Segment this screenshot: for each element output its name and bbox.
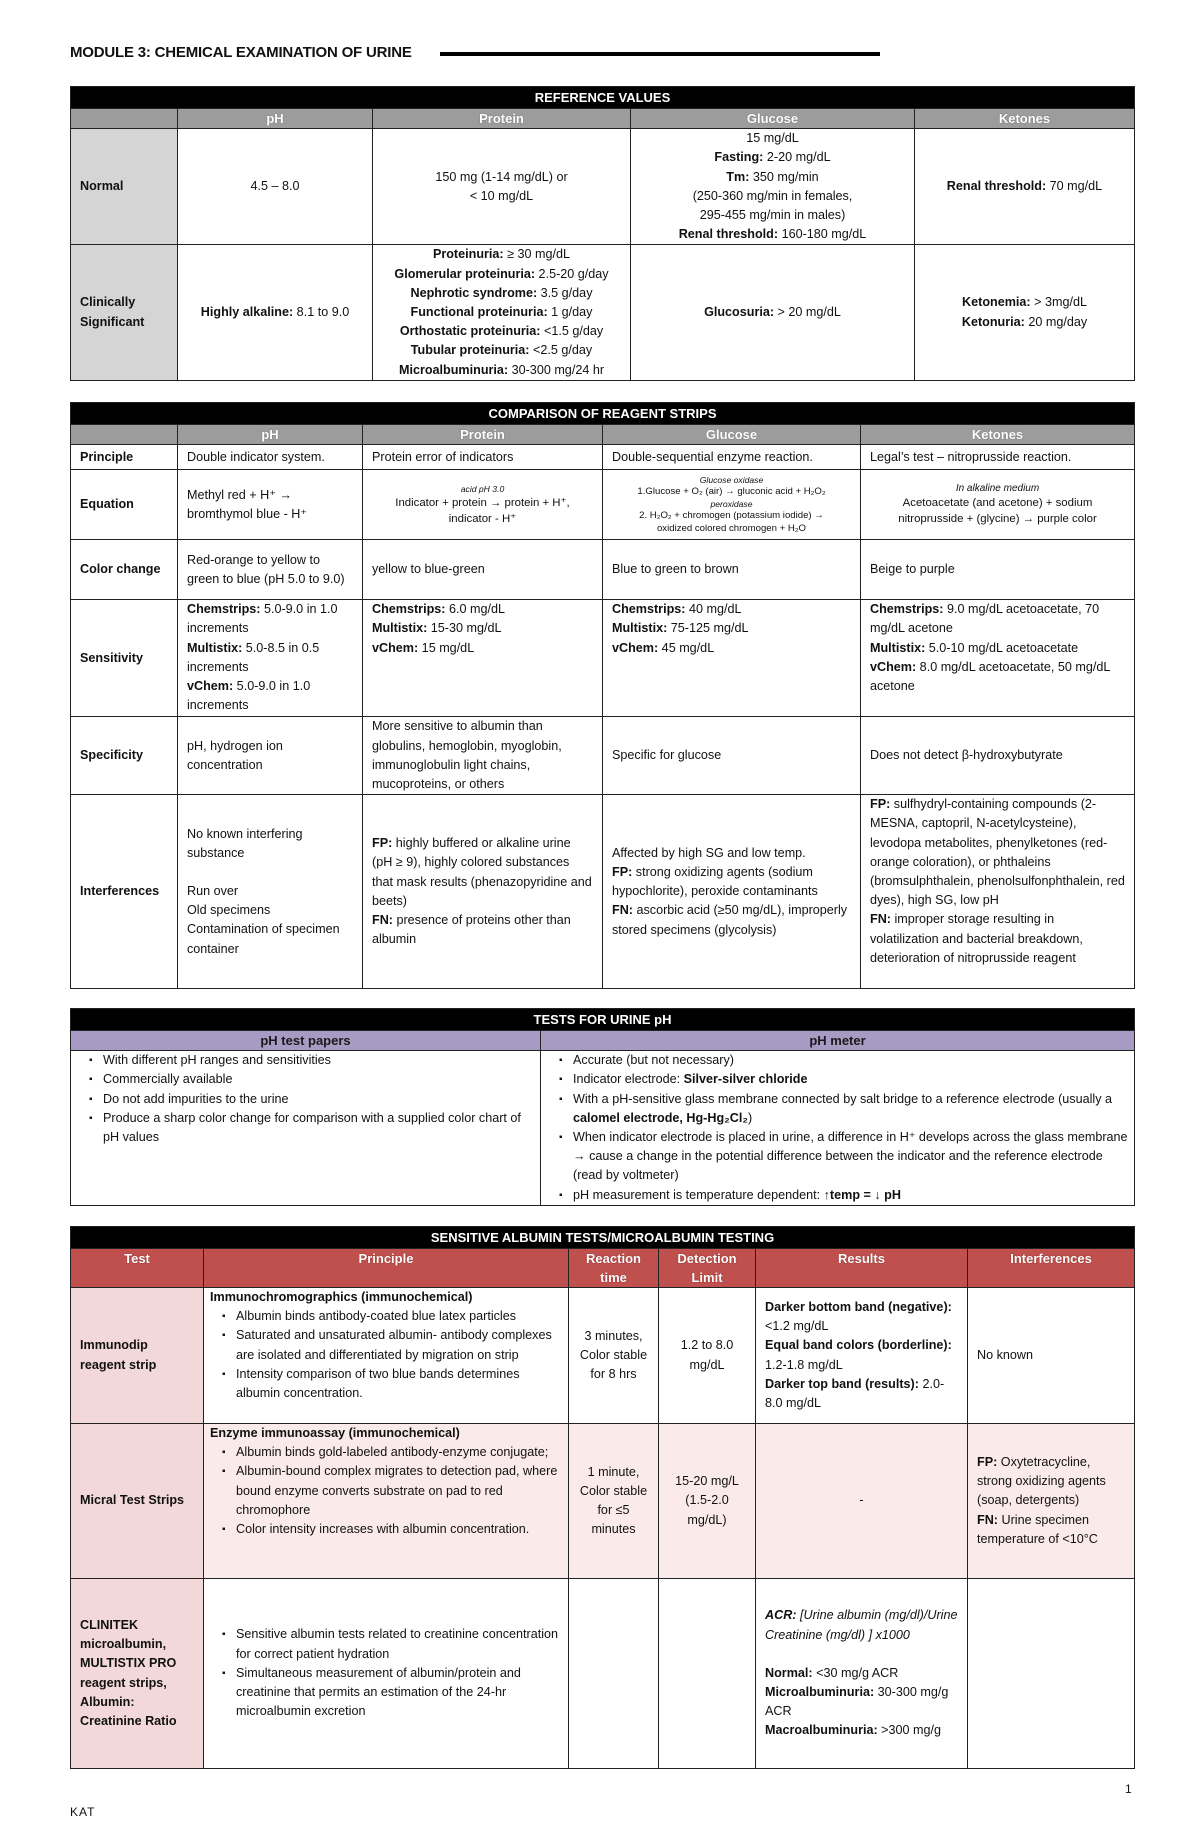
color-change-glucose: Blue to green to brown: [603, 540, 861, 600]
normal-glucose-fasting: [640, 148, 905, 167]
normal-row: [71, 129, 1135, 245]
urine-ph-body-row: [71, 1051, 1135, 1206]
protein-item-label: Tubular proteinuria:: [410, 343, 530, 358]
list-item: ▪ When indicator electrode is placed in urine, a difference in H⁺ develops across the glass membrane → cause a change in the potential difference between the indicator and the reference electrode (read by voltmeter): [553, 1128, 1128, 1186]
equation-protein-line2: indicator - H⁺: [448, 512, 517, 525]
row-label-sensitivity: Sensitivity: [71, 600, 178, 717]
meter-3-post: ): [747, 1110, 753, 1125]
multistix-label: Multistix:: [187, 640, 243, 655]
ketonuria-label: Ketonuria:: [961, 314, 1025, 329]
interferences-ketones: [861, 795, 1135, 989]
sensitivity-value: 5.0-9.0 in 1.0 increments: [187, 679, 311, 713]
list-item: [553, 1070, 1128, 1089]
immunodip-principle: [204, 1288, 569, 1424]
list-item: ▪ Produce a sharp color change for comparison with a supplied color chart of pH values: [83, 1109, 534, 1147]
specificity-ph: pH, hydrogen ion concentration: [178, 717, 363, 795]
ph-meter-cell: [541, 1051, 1135, 1206]
equation-glucose-line2: 2. H₂O₂ + chromogen (potassium iodide) →: [639, 510, 824, 522]
acr-value: [Urine albumin (mg/dl)/Urine Creatinine (mg/dl) ] x1000: [765, 1608, 958, 1642]
sensitivity-entry: [372, 639, 593, 658]
urine-ph-caption: TESTS FOR URINE pH: [71, 1009, 1135, 1031]
list-item: ▪ Albumin binds gold-labeled antibody-enzyme conjugate;: [216, 1443, 562, 1462]
micral-reaction-time: 1 minute, Color stable for ≤5 minutes: [569, 1424, 659, 1579]
equation-ph-line2: bromthymol blue - H⁺: [187, 506, 308, 521]
immunodip-reaction-time: 3 minutes, Color stable for 8 hrs: [569, 1288, 659, 1424]
fp-label: FP:: [870, 797, 891, 812]
equation-ph: [178, 470, 363, 540]
ketones-renal-value: 70 mg/dL: [1046, 179, 1103, 194]
normal-glucose-renal: [640, 225, 905, 244]
albumin-tests-section: [70, 1226, 1134, 1769]
ketones-fp: [870, 795, 1125, 910]
list-item: ▪ Sensitive albumin tests related to creatinine concentration for correct patient hydration: [216, 1625, 562, 1663]
vchem-label: vChem:: [612, 640, 659, 655]
row-label-normal: Normal: [71, 129, 178, 245]
list-item: ▪ Do not add impurities to the urine: [83, 1090, 534, 1109]
glucosuria-label: Glucosuria:: [704, 305, 775, 320]
protein-item: [382, 361, 621, 380]
renal-threshold-value: 160-180 mg/dL: [778, 227, 867, 242]
renal-threshold-label: Renal threshold:: [678, 227, 779, 242]
specificity-row: [71, 717, 1135, 795]
protein-item: [382, 265, 621, 284]
meter-2-bold: Silver-silver chloride: [683, 1072, 808, 1087]
ketonemia-value: > 3mg/dL: [1030, 295, 1087, 310]
interferences-glucose: [603, 795, 861, 989]
col-header-glucose: Glucose: [631, 109, 915, 129]
col-header-protein: Protein: [363, 425, 603, 445]
microalbuminuria-value: 30-300 mg/g ACR: [765, 1685, 949, 1719]
sensitivity-entry: [612, 600, 851, 619]
result-value: 1.2-1.8 mg/dL: [765, 1357, 843, 1372]
page-header: [70, 42, 880, 66]
header-blank: [71, 109, 178, 129]
protein-item: [382, 303, 621, 322]
ph-meter-list: [547, 1051, 1128, 1205]
equation-glucose-line1: 1.Glucose + O₂ (air) → gluconic acid + H₂O₂: [637, 485, 826, 497]
interferences-glucose-line1: Affected by high SG and low temp.: [612, 845, 806, 860]
fasting-value: 2-20 mg/dL: [763, 150, 831, 165]
col-header-ph: pH: [178, 109, 373, 129]
chemstrips-label: Chemstrips:: [612, 602, 686, 617]
fn-value: presence of proteins other than albumin: [372, 912, 571, 947]
footer-initials: KAT: [70, 1805, 96, 1819]
sensitivity-value: 5.0-9.0 in 1.0 increments: [187, 602, 338, 636]
list-item: ▪ Saturated and unsaturated albumin- antibody complexes are isolated and differentiated by migration on strip: [216, 1326, 562, 1364]
equation-glucose-note2: peroxidase: [710, 499, 753, 510]
list-item: ▪ Intensity comparison of two blue bands determines albumin concentration.: [216, 1365, 562, 1403]
clinitek-principle-list: [210, 1625, 562, 1721]
acr-formula: [765, 1606, 958, 1644]
fn-label: FN:: [612, 903, 633, 918]
result-negative: [765, 1298, 958, 1336]
protein-item-value: 1 g/day: [547, 305, 593, 320]
clinitek-results: [756, 1579, 968, 1769]
list-item: ▪ Accurate (but not necessary): [553, 1051, 1128, 1070]
protein-item-value: <1.5 g/day: [540, 324, 604, 339]
equation-ketones-line2: nitroprusside + (glycine) → purple color: [898, 512, 1097, 525]
immunodip-principle-list: [210, 1307, 562, 1403]
normal-protein: [373, 129, 631, 245]
module-title: MODULE 3: CHEMICAL EXAMINATION OF URINE: [70, 44, 412, 61]
immunodip-detection-limit: 1.2 to 8.0 mg/dL: [659, 1288, 756, 1424]
urine-ph-table: [70, 1008, 1135, 1206]
interferences-ph: [178, 795, 363, 989]
list-item: [553, 1186, 1128, 1205]
micral-fp: [977, 1453, 1125, 1511]
sensitivity-value: 40 mg/dL: [685, 602, 742, 617]
col-header-ph-papers: pH test papers: [71, 1031, 541, 1051]
immunodip-row: [71, 1288, 1135, 1424]
fp-label: FP:: [372, 836, 393, 851]
vchem-label: vChem:: [870, 659, 917, 674]
acr-normal: [765, 1664, 958, 1683]
meter-3-text: With a pH-sensitive glass membrane connected by salt bridge to a reference electrode (usually a: [573, 1091, 1113, 1106]
clinitek-interferences: [968, 1579, 1135, 1769]
list-item: ▪ Simultaneous measurement of albumin/protein and creatinine that permits an estimation of the 24-hr microalbumin excretion: [216, 1664, 562, 1722]
row-label-principle: Principle: [71, 445, 178, 470]
normal-glucose-line1: 15 mg/dL: [746, 131, 799, 146]
sensitivity-value: 5.0-8.5 in 0.5 increments: [187, 640, 320, 674]
micral-interferences: [968, 1424, 1135, 1579]
albumin-tests-header-row: [71, 1249, 1135, 1288]
principle-protein: Protein error of indicators: [363, 445, 603, 470]
sensitivity-entry: [612, 639, 851, 658]
equation-protein-line1: Indicator + protein → protein + H⁺,: [395, 496, 570, 509]
clinitek-reaction-time: [569, 1579, 659, 1769]
immunodip-interferences: No known: [968, 1288, 1135, 1424]
sensitivity-entry: [187, 600, 353, 638]
col-header-protein: Protein: [373, 109, 631, 129]
page-number: 1: [1125, 1782, 1132, 1796]
spacer: [187, 863, 353, 882]
result-label: Equal band colors (borderline):: [765, 1338, 952, 1353]
reference-values-section: [70, 86, 1134, 381]
acr-label: ACR:: [765, 1608, 797, 1623]
sensitivity-entry: [870, 600, 1125, 638]
interferences-row: [71, 795, 1135, 989]
reagent-strips-table: [70, 402, 1135, 989]
ph-papers-cell: [71, 1051, 541, 1206]
normal-glucose: [631, 129, 915, 245]
list-item: ▪ Color intensity increases with albumin concentration.: [216, 1520, 562, 1539]
fp-value: Oxytetracycline, strong oxidizing agents (soap, detergents): [977, 1454, 1106, 1508]
acr-microalbuminuria: [765, 1683, 958, 1721]
equation-glucose-line3: oxidized colored chromogen + H₂O: [656, 523, 807, 534]
meter-5-bold: ↑temp = ↓ pH: [823, 1187, 901, 1202]
col-header-results: Results: [756, 1249, 968, 1288]
fp-label: FP:: [612, 864, 633, 879]
result-positive: [765, 1375, 958, 1413]
glucose-fp: [612, 863, 851, 901]
fp-value: sulfhydryl-containing compounds (2-MESNA, captopril, N-acetylcysteine), levodopa metabolites, phenylketones (red-orange coloration), or phthaleins (bromsulphthalein, phenolsulfonphthalein, red dyes), high SG, low pH: [870, 797, 1125, 908]
ketonemia: [924, 293, 1125, 312]
sensitivity-entry: [612, 619, 851, 638]
sensitivity-ph: [178, 600, 363, 717]
reference-values-caption: REFERENCE VALUES: [71, 87, 1135, 109]
meter-3-bold: calomel electrode, Hg-Hg₂Cl₂: [573, 1110, 748, 1125]
sensitivity-value: 6.0 mg/dL: [445, 602, 505, 617]
micral-principle: [204, 1424, 569, 1579]
protein-item-value: 30-300 mg/24 hr: [508, 362, 605, 377]
normal-glucose-tm: [640, 168, 905, 187]
sensitivity-value: 15-30 mg/dL: [427, 621, 502, 636]
col-header-reaction-time: Reaction time: [569, 1249, 659, 1288]
glucose-fn: [612, 901, 851, 939]
fn-value: ascorbic acid (≥50 mg/dL), improperly stored specimens (glycolysis): [612, 903, 848, 937]
micral-detection-limit: 15-20 mg/L (1.5-2.0 mg/dL): [659, 1424, 756, 1579]
vchem-label: vChem:: [187, 679, 234, 694]
sensitivity-value: 9.0 mg/dL acetoacetate, 70 mg/dL acetone: [870, 602, 1100, 636]
sensitivity-value: 5.0-10 mg/dL acetoacetate: [925, 640, 1079, 655]
result-value: 2.0-8.0 mg/dL: [765, 1376, 945, 1410]
principle-ph: Double indicator system.: [178, 445, 363, 470]
color-change-protein: yellow to blue-green: [363, 540, 603, 600]
normal-ph: 4.5 – 8.0: [178, 129, 373, 245]
fasting-label: Fasting:: [714, 150, 764, 165]
principle-glucose: Double-sequential enzyme reaction.: [603, 445, 861, 470]
color-change-ketones: Beige to purple: [861, 540, 1135, 600]
reference-values-header-row: [71, 109, 1135, 129]
equation-protein: [363, 470, 603, 540]
normal-value: <30 mg/g ACR: [812, 1665, 899, 1680]
protein-item-label: Functional proteinuria:: [410, 305, 548, 320]
ph-papers-list: [77, 1051, 534, 1147]
spacer: [765, 1645, 958, 1664]
sensitivity-value: 8.0 mg/dL acetoacetate, 50 mg/dL acetone: [870, 659, 1110, 694]
multistix-label: Multistix:: [870, 640, 926, 655]
highly-alkaline-label: Highly alkaline:: [200, 305, 294, 320]
ketones-renal-label: Renal threshold:: [946, 179, 1047, 194]
clinitek-detection-limit: [659, 1579, 756, 1769]
sensitivity-value: 45 mg/dL: [658, 640, 715, 655]
sensitivity-protein: [363, 600, 603, 717]
interferences-ph-line2: Run over: [187, 884, 239, 898]
chemstrips-label: Chemstrips:: [187, 602, 261, 617]
macroalbuminuria-label: Macroalbuminuria:: [765, 1723, 878, 1738]
ketonuria: [924, 313, 1125, 332]
micral-test: Micral Test Strips: [71, 1424, 204, 1579]
normal-protein-line1: 150 mg (1-14 mg/dL) or: [435, 169, 568, 184]
sensitivity-glucose: [603, 600, 861, 717]
list-item: [553, 1090, 1128, 1128]
clinical-ph: [178, 245, 373, 380]
col-header-ketones: Ketones: [861, 425, 1135, 445]
result-borderline: [765, 1336, 958, 1374]
sensitivity-entry: [187, 677, 353, 715]
col-header-ph-meter: pH meter: [541, 1031, 1135, 1051]
col-header-interferences: Interferences: [968, 1249, 1135, 1288]
vchem-label: vChem:: [372, 640, 419, 655]
sensitivity-entry: [372, 600, 593, 619]
meter-2-text: Indicator electrode:: [573, 1072, 684, 1087]
albumin-tests-caption: SENSITIVE ALBUMIN TESTS/MICROALBUMIN TESTING: [71, 1227, 1135, 1249]
protein-item: [382, 341, 621, 360]
equation-row: [71, 470, 1135, 540]
protein-item-value: <2.5 g/day: [529, 343, 593, 358]
header-rule: [440, 52, 880, 56]
row-label-interferences: Interferences: [71, 795, 178, 989]
clinitek-test: CLINITEK microalbumin, MULTISTIX PRO reagent strips, Albumin: Creatinine Ratio: [71, 1579, 204, 1769]
interferences-ph-line3: Old specimens: [187, 903, 271, 918]
normal-label: Normal:: [765, 1665, 813, 1680]
chemstrips-label: Chemstrips:: [372, 602, 446, 617]
list-item: ▪ Commercially available: [83, 1070, 534, 1089]
result-value: <1.2 mg/dL: [765, 1319, 829, 1334]
sensitivity-entry: [372, 619, 593, 638]
protein-item: [382, 284, 621, 303]
ketones-fn: [870, 910, 1125, 968]
tm-label: Tm:: [726, 169, 750, 184]
fn-label: FN:: [372, 912, 393, 927]
color-change-ph: Red-orange to yellow to green to blue (pH 5.0 to 9.0): [178, 540, 363, 600]
protein-item-value: 2.5-20 g/day: [535, 266, 609, 281]
immunodip-results: [756, 1288, 968, 1424]
normal-ketones: [915, 129, 1135, 245]
clinitek-row: [71, 1579, 1135, 1769]
microalbuminuria-label: Microalbuminuria:: [765, 1685, 875, 1699]
protein-item-label: Orthostatic proteinuria:: [399, 324, 541, 339]
micral-results: -: [756, 1424, 968, 1579]
col-header-glucose: Glucose: [603, 425, 861, 445]
interferences-protein: [363, 795, 603, 989]
fp-value: strong oxidizing agents (sodium hypochlorite), peroxide contaminants: [612, 864, 818, 899]
urine-ph-header-row: [71, 1031, 1135, 1051]
list-item: ▪ Albumin binds antibody-coated blue latex particles: [216, 1307, 562, 1326]
fn-label: FN:: [870, 912, 891, 927]
reagent-strips-header-row: [71, 425, 1135, 445]
macroalbuminuria-value: >300 mg/g: [877, 1723, 942, 1738]
col-header-test: Test: [71, 1249, 204, 1288]
result-label: Darker top band (results):: [765, 1376, 919, 1391]
sensitivity-entry: [870, 639, 1125, 658]
equation-ph-line1: Methyl red + H⁺ →: [187, 487, 292, 502]
protein-item-label: Proteinuria:: [432, 247, 504, 262]
col-header-ketones: Ketones: [915, 109, 1135, 129]
ketonemia-label: Ketonemia:: [962, 295, 1031, 310]
chemstrips-label: Chemstrips:: [870, 602, 944, 617]
row-label-equation: Equation: [71, 470, 178, 540]
specificity-ketones: Does not detect β-hydroxybutyrate: [861, 717, 1135, 795]
list-item: ▪ With different pH ranges and sensitivities: [83, 1051, 534, 1070]
normal-glucose-line4: (250-360 mg/min in females,: [692, 188, 853, 203]
highly-alkaline-value: 8.1 to 9.0: [293, 305, 350, 320]
protein-fp: [372, 834, 593, 911]
micral-principle-list: [210, 1443, 562, 1539]
clinitek-principle: [204, 1579, 569, 1769]
col-header-ph: pH: [178, 425, 363, 445]
protein-item-value: 3.5 g/day: [537, 285, 593, 300]
glucosuria-value: > 20 mg/dL: [774, 305, 841, 320]
sensitivity-value: 15 mg/dL: [418, 640, 475, 655]
interferences-ph-line1: No known interfering substance: [187, 826, 303, 860]
reference-values-table: [70, 86, 1135, 381]
protein-item-label: Nephrotic syndrome:: [410, 285, 538, 300]
urine-ph-section: [70, 1008, 1134, 1206]
immunodip-test: Immunodip reagent strip: [71, 1288, 204, 1424]
equation-glucose: [603, 470, 861, 540]
header-blank: [71, 425, 178, 445]
clinical-ketones: [915, 245, 1135, 380]
tm-value: 350 mg/min: [749, 169, 819, 184]
micral-principle-title: Enzyme immunoassay (immunochemical): [210, 1426, 460, 1440]
multistix-label: Multistix:: [372, 621, 428, 636]
equation-glucose-note1: Glucose oxidase: [699, 474, 764, 485]
clinical-row: [71, 245, 1135, 380]
albumin-tests-table: [70, 1226, 1135, 1769]
fp-value: highly buffered or alkaline urine (pH ≥ 9), highly colored substances that mask results (phenazopyridine and beets): [372, 836, 592, 908]
sensitivity-ketones: [861, 600, 1135, 717]
multistix-label: Multistix:: [612, 621, 668, 636]
protein-item-label: Glomerular proteinuria:: [394, 266, 536, 281]
protein-item: [382, 245, 621, 264]
equation-ketones-line1: Acetoacetate (and acetone) + sodium: [902, 496, 1093, 509]
sensitivity-entry: [187, 639, 353, 677]
sensitivity-entry: [870, 658, 1125, 696]
equation-ketones: [861, 470, 1135, 540]
col-header-principle: Principle: [204, 1249, 569, 1288]
clinical-protein: [373, 245, 631, 380]
meter-5-text: pH measurement is temperature dependent:: [573, 1187, 824, 1202]
protein-item: [382, 322, 621, 341]
reagent-strips-section: [70, 402, 1134, 989]
immunodip-principle-title: Immunochromographics (immunochemical): [210, 1290, 473, 1304]
specificity-glucose: Specific for glucose: [603, 717, 861, 795]
row-label-color-change: Color change: [71, 540, 178, 600]
col-header-detection-limit: Detection Limit: [659, 1249, 756, 1288]
micral-row: [71, 1424, 1135, 1579]
equation-protein-note: acid pH 3.0: [460, 483, 505, 494]
normal-glucose-line5: 295-455 mg/min in males): [699, 208, 846, 223]
principle-row: [71, 445, 1135, 470]
list-item: ▪ Albumin-bound complex migrates to detection pad, where bound enzyme converts substrate on pad to red chromophore: [216, 1462, 562, 1520]
row-label-specificity: Specificity: [71, 717, 178, 795]
sensitivity-row: [71, 600, 1135, 717]
sensitivity-value: 75-125 mg/dL: [667, 621, 749, 636]
reagent-strips-caption: COMPARISON OF REAGENT STRIPS: [71, 403, 1135, 425]
protein-item-label: Microalbuminuria:: [398, 362, 509, 377]
ketonuria-value: 20 mg/day: [1024, 314, 1088, 329]
normal-protein-line2: < 10 mg/dL: [469, 188, 534, 203]
row-label-clinical: Clinically Significant: [71, 245, 178, 380]
protein-item-value: ≥ 30 mg/dL: [503, 247, 571, 262]
specificity-protein: More sensitive to albumin than globulins, hemoglobin, myoglobin, immunoglobulin light chains, mucoproteins, or others: [363, 717, 603, 795]
fn-label: FN:: [977, 1512, 998, 1527]
fp-label: FP:: [977, 1454, 998, 1469]
fn-value: improper storage resulting in volatilization and bacterial breakdown, deterioration of nitroprusside reagent: [870, 912, 1083, 965]
equation-ketones-note: In alkaline medium: [955, 482, 1040, 494]
color-change-row: [71, 540, 1135, 600]
micral-fn: [977, 1511, 1125, 1549]
fn-value: Urine specimen temperature of <10°C: [977, 1512, 1098, 1546]
interferences-ph-line4: Contamination of specimen container: [187, 922, 340, 956]
acr-macroalbuminuria: [765, 1721, 958, 1740]
result-label: Darker bottom band (negative):: [765, 1299, 952, 1314]
principle-ketones: Legal’s test – nitroprusside reaction.: [861, 445, 1135, 470]
clinical-glucose: [631, 245, 915, 380]
protein-fn: [372, 911, 593, 949]
